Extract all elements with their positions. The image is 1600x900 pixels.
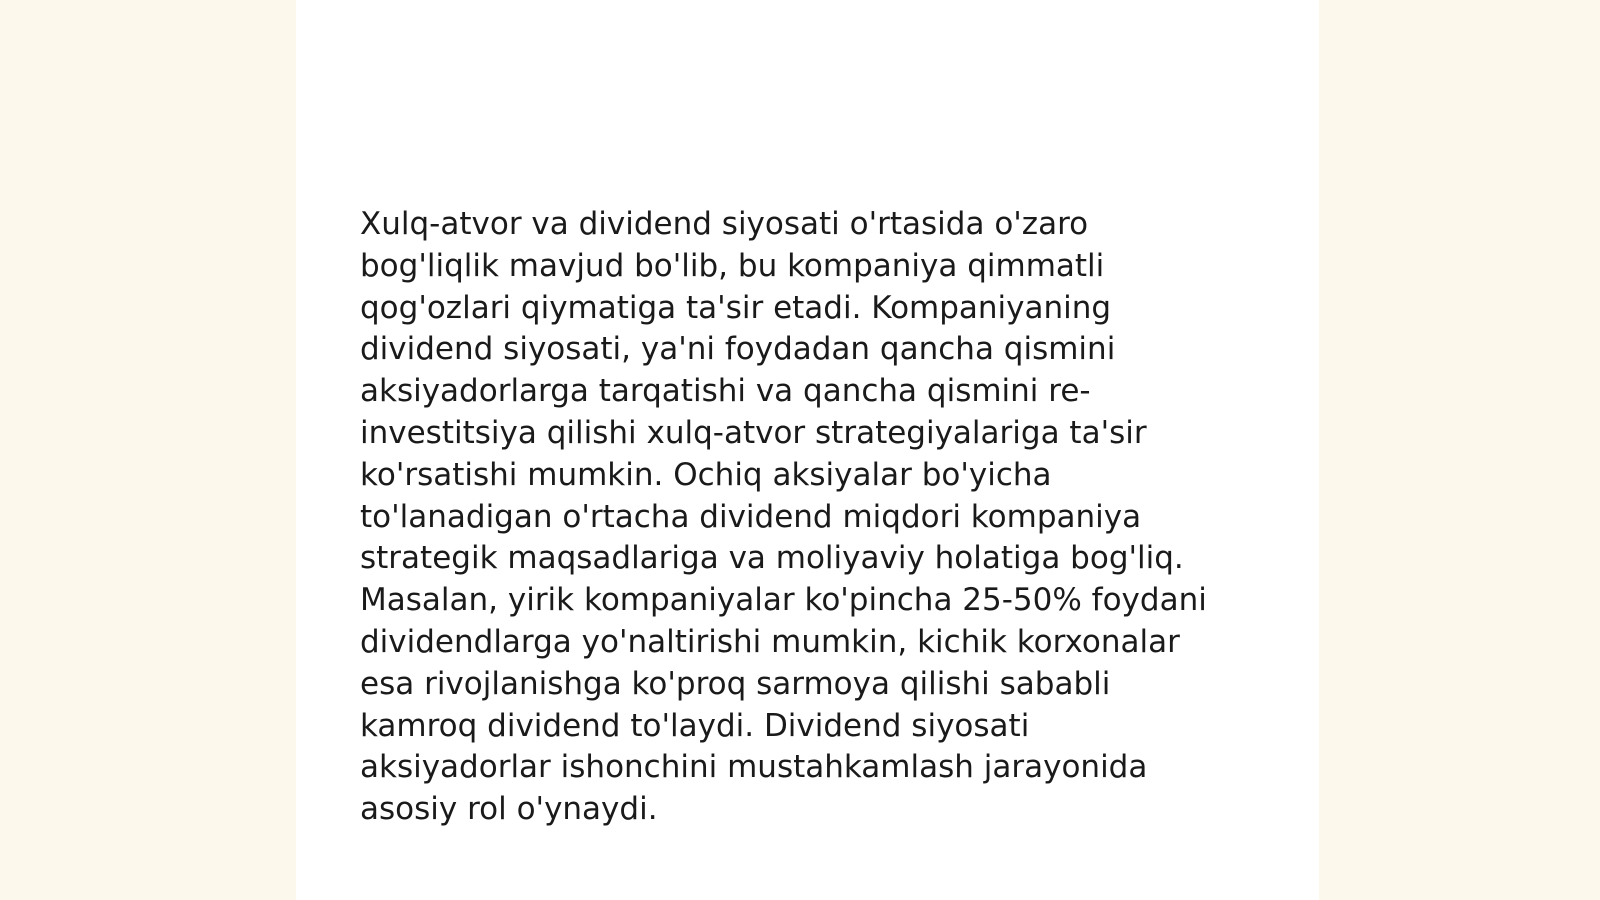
paragraph-line: ko'rsatishi mumkin. Ochiq aksiyalar bo'yicha [360,456,1052,493]
paragraph-line: asosiy rol o'ynaydi. [360,791,658,828]
paragraph-line: strategik maqsadlariga va moliyaviy holatiga bog'liq. [360,540,1184,577]
paragraph-line: Masalan, yirik kompaniyalar ko'pincha 25-50% foydani [360,582,1207,619]
paragraph-line: aksiyadorlarga tarqatishi va qancha qismini re- [360,373,1091,410]
paragraph-line: aksiyadorlar ishonchini mustahkamlash jarayonida [360,749,1148,786]
paragraph-line: kamroq dividend to'laydi. Dividend siyosati [360,707,1030,744]
paragraph-line: to'lanadigan o'rtacha dividend miqdori kompaniya [360,498,1142,535]
paragraph-line: investitsiya qilishi xulq-atvor strategiyalariga ta'sir [360,414,1147,451]
paragraph-line: bog'liqlik mavjud bo'lib, bu kompaniya qimmatli [360,247,1105,284]
paragraph-line: qog'ozlari qiymatiga ta'sir etadi. Kompaniyaning [360,289,1112,326]
left-margin [0,0,296,900]
body-paragraph [360,204,1260,831]
paragraph-line: dividendlarga yo'naltirishi mumkin, kichik korxonalar [360,623,1180,660]
paragraph-line: dividend siyosati, ya'ni foydadan qancha qismini [360,331,1116,368]
paragraph-line: esa rivojlanishga ko'proq sarmoya qilishi sababli [360,665,1111,702]
paragraph-line: Xulq-atvor va dividend siyosati o'rtasida o'zaro [360,206,1089,242]
document-page [296,0,1319,900]
right-margin [1319,0,1600,900]
